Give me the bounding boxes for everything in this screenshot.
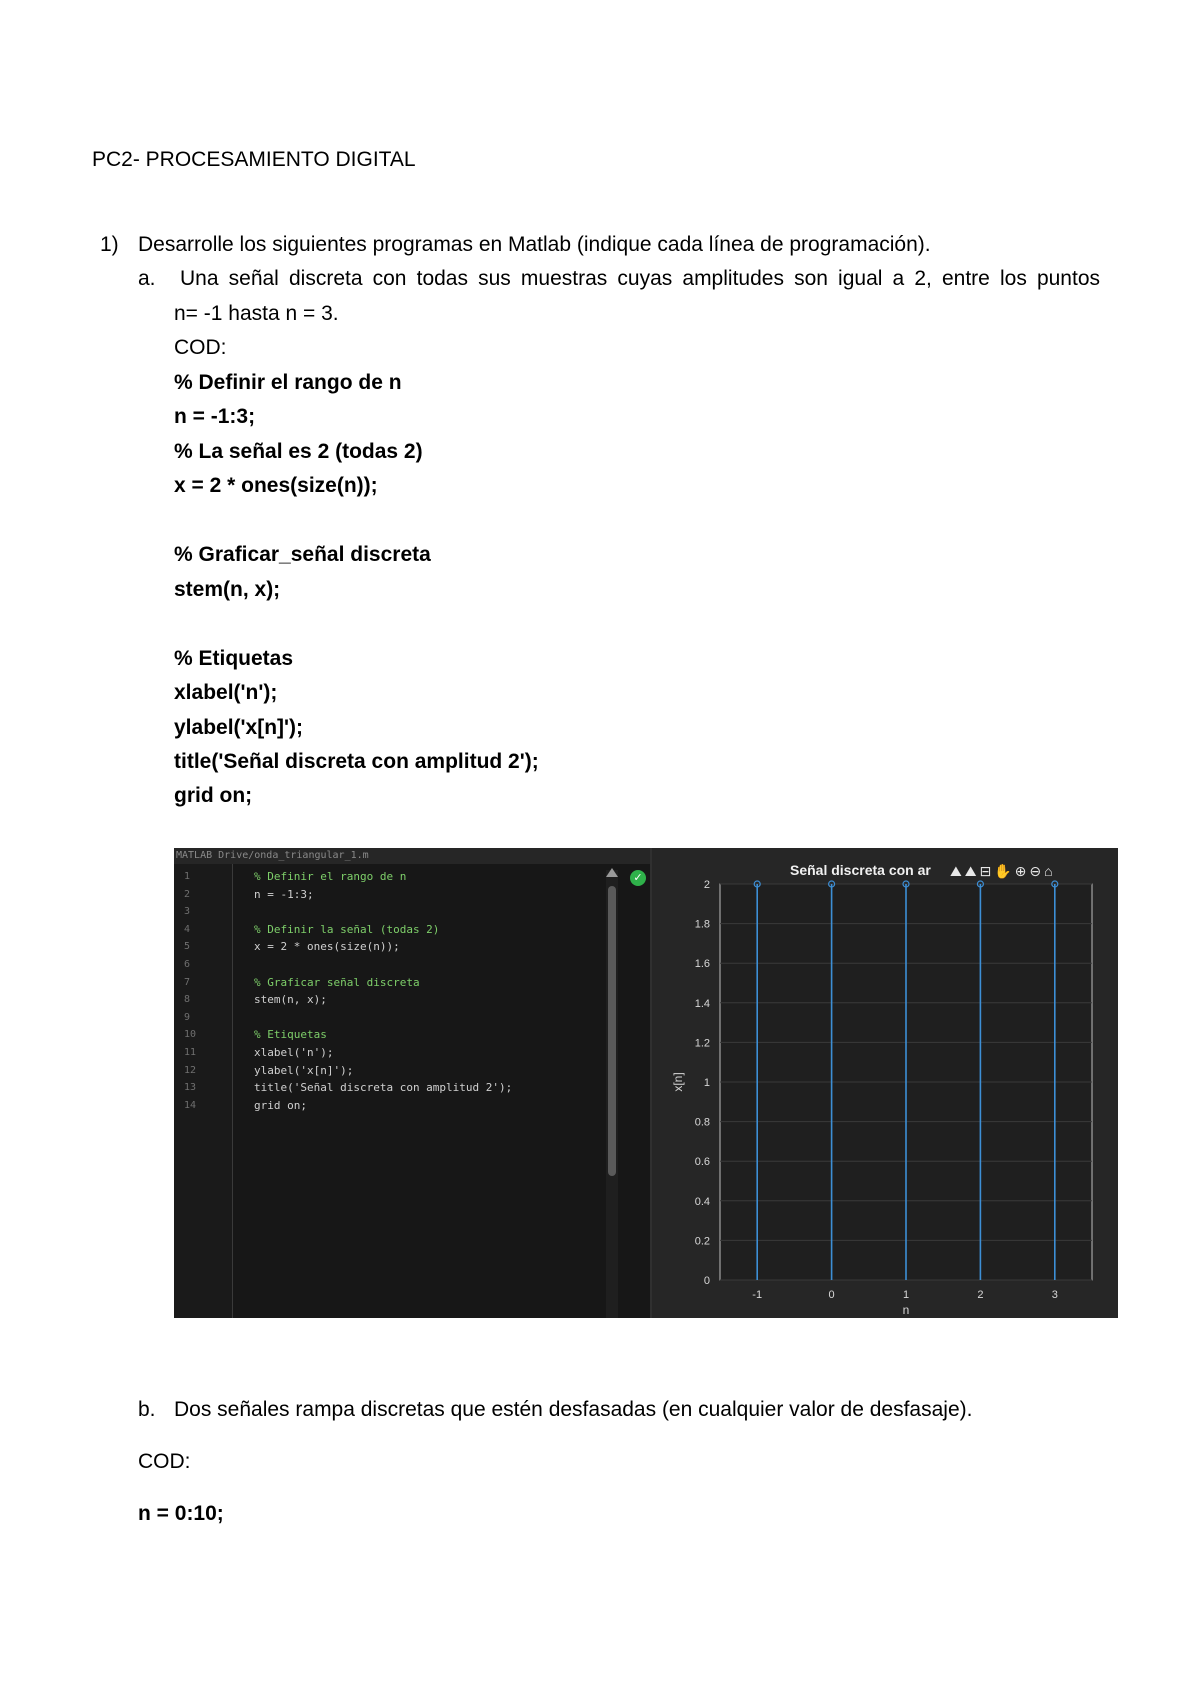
y-tick-label: 0.6: [694, 1156, 710, 1169]
code-line: grid on;: [174, 784, 253, 807]
stem-plot: [652, 848, 1118, 1318]
code-line: % Graficar_señal discreta: [174, 543, 431, 566]
x-tick-label: 2: [977, 1289, 984, 1301]
line-number: 14: [184, 1099, 197, 1111]
editor-code-line[interactable]: % Definir la señal (todas 2): [254, 922, 440, 936]
question-number: 1): [100, 233, 119, 256]
matlab-screenshot: [174, 848, 1118, 1318]
line-number: 12: [184, 1064, 197, 1076]
editor-code-line[interactable]: % Etiquetas: [254, 1028, 327, 1042]
code-line: x = 2 * ones(size(n));: [174, 474, 378, 497]
line-number: 3: [184, 906, 191, 918]
check-icon: ✓: [630, 870, 646, 886]
figure-window: [650, 848, 1118, 1318]
code-line: % Etiquetas: [174, 647, 294, 670]
editor-file-path: MATLAB Drive/onda_triangular_1.m: [174, 848, 650, 864]
item-b-text: Dos señales rampa discretas que estén desfasadas (en cualquier valor de desfasaje).: [174, 1398, 973, 1421]
cod-label: COD:: [174, 336, 227, 359]
line-number: 13: [184, 1082, 197, 1094]
line-number: 6: [184, 959, 191, 970]
editor-code-line[interactable]: n = -1:3;: [254, 887, 314, 901]
editor-code-line[interactable]: stem(n, x);: [254, 993, 327, 1007]
code-line: stem(n, x);: [174, 578, 281, 601]
editor-code-line[interactable]: title('Señal discreta con amplitud 2');: [254, 1081, 513, 1095]
line-number: 9: [184, 1011, 191, 1023]
editor-scrollbar-thumb[interactable]: [608, 886, 616, 1176]
item-a-text-line-1: Una señal discreta con todas sus muestras cuyas amplitudes son igual a 2, entre los puntos: [180, 267, 1100, 290]
editor-code-line[interactable]: % Definir el rango de n: [254, 870, 407, 883]
y-tick-label: 1.4: [694, 997, 710, 1010]
editor-code-line[interactable]: % Graficar señal discreta: [254, 975, 420, 989]
item-b-code-line: n = 0:10;: [138, 1502, 224, 1525]
line-number: 8: [184, 994, 191, 1006]
line-number: 7: [184, 976, 191, 988]
item-a-letter: a.: [138, 267, 156, 290]
y-tick-label: 0: [703, 1275, 710, 1287]
item-b-letter: b.: [138, 1398, 156, 1421]
line-number: 2: [184, 888, 191, 900]
x-axis-label: n: [902, 1303, 910, 1317]
x-tick-label: 0: [828, 1289, 835, 1301]
y-tick-label: 0.8: [694, 1116, 710, 1129]
y-tick-label: 2: [703, 879, 710, 891]
item-b-cod-label: COD:: [138, 1450, 191, 1473]
code-line: ylabel('x[n]');: [174, 716, 303, 739]
editor-code-line[interactable]: xlabel('n');: [254, 1046, 334, 1059]
y-tick-label: 0.2: [694, 1235, 710, 1248]
line-number: 10: [184, 1029, 197, 1041]
document-heading: PC2- PROCESAMIENTO DIGITAL: [92, 148, 416, 171]
y-tick-label: 1: [703, 1077, 710, 1089]
x-tick-label: 3: [1051, 1289, 1058, 1301]
code-line: n = -1:3;: [174, 405, 256, 428]
y-tick-label: 1.8: [694, 918, 710, 931]
code-line: % La señal es 2 (todas 2): [174, 440, 423, 463]
y-tick-label: 1.2: [694, 1037, 710, 1050]
code-editor: [174, 848, 650, 1318]
editor-code-line[interactable]: x = 2 * ones(size(n));: [254, 940, 400, 954]
code-line: title('Señal discreta con amplitud 2');: [174, 750, 539, 773]
line-number: 1: [184, 871, 191, 882]
scroll-up-arrow-icon[interactable]: [606, 868, 618, 877]
line-number: 4: [184, 923, 191, 935]
y-tick-label: 1.6: [694, 958, 710, 971]
code-line: % Definir el rango de n: [174, 371, 402, 394]
axes-toolbar[interactable]: ⛰⛰⊟✋⊕⊖⌂: [950, 863, 1056, 879]
y-tick-label: 0.4: [694, 1195, 710, 1208]
line-number: 5: [184, 941, 191, 953]
code-line: xlabel('n');: [174, 681, 278, 704]
question-text: Desarrolle los siguientes programas en Matlab (indique cada línea de programación).: [138, 233, 931, 256]
editor-code-line[interactable]: grid on;: [254, 1098, 307, 1112]
editor-code-line[interactable]: ylabel('x[n]');: [254, 1063, 354, 1077]
item-a-text-line-2: n= -1 hasta n = 3.: [174, 302, 339, 325]
plot-title: Señal discreta con ar: [790, 862, 931, 878]
x-tick-label: -1: [752, 1289, 763, 1301]
line-number: 11: [184, 1047, 197, 1058]
x-tick-label: 1: [902, 1289, 910, 1301]
y-axis-label: x[n]: [671, 1072, 685, 1092]
